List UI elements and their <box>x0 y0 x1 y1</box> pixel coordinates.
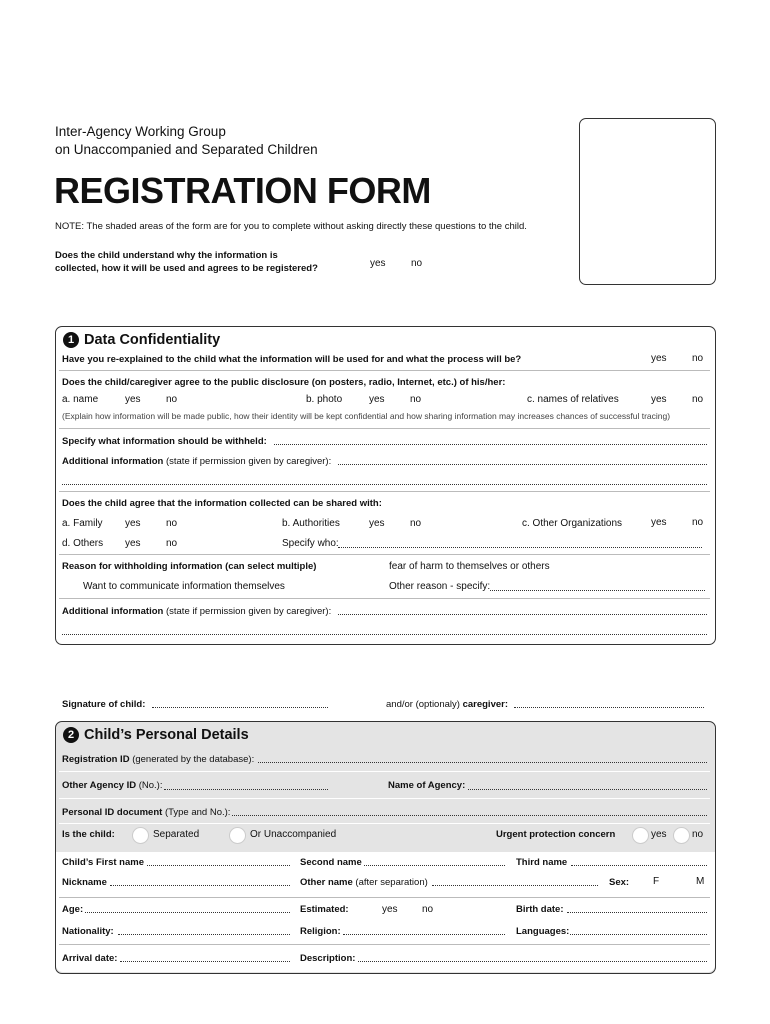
share-question: Does the child agree that the information collected can be shared with: <box>62 498 382 509</box>
urgent-yes-label: yes <box>651 829 667 840</box>
birth-date-field[interactable] <box>567 912 707 913</box>
languages-label: Languages: <box>516 926 570 937</box>
signature-child-field[interactable] <box>152 707 328 708</box>
understand-question-2: collected, how it will be used and agrees to be registered? <box>55 263 318 274</box>
second-name-label: Second name <box>300 857 362 868</box>
birth-date-label: Birth date: <box>516 904 564 915</box>
share-others-label: d. Others <box>62 538 104 549</box>
signature-caregiver-field[interactable] <box>514 707 704 708</box>
additional-info-label-2: Additional information (state if permission given by caregiver): <box>62 606 332 617</box>
urgent-yes-radio[interactable] <box>632 827 649 844</box>
arrival-date-field[interactable] <box>120 961 290 962</box>
additional-info-field-1[interactable] <box>338 464 707 465</box>
unaccompanied-label: Or Unaccompanied <box>250 829 337 840</box>
agency-name-label: Name of Agency: <box>388 780 466 791</box>
divider <box>59 491 710 492</box>
share-others-yes[interactable]: yes <box>125 538 141 549</box>
share-authorities-label: b. Authorities <box>282 518 340 529</box>
reexplain-question: Have you re-explained to the child what the information will be used for and what the process will be? <box>62 354 522 365</box>
disclosure-photo-yes[interactable]: yes <box>369 394 385 405</box>
divider <box>59 598 710 599</box>
religion-field[interactable] <box>343 934 505 935</box>
share-family-no[interactable]: no <box>166 518 178 529</box>
disclosure-relatives-label: c. names of relatives <box>527 394 619 405</box>
org-line-1: Inter-Agency Working Group <box>55 124 226 139</box>
photo-box <box>579 118 716 285</box>
note-text: NOTE: The shaded areas of the form are for you to complete without asking directly these questions to the child. <box>55 221 527 232</box>
is-child-label: Is the child: <box>62 829 115 840</box>
estimated-yes[interactable]: yes <box>382 904 398 915</box>
disclosure-explain-note: (Explain how information will be made public, how their identity will be kept confidential and how sharing information may increases chances of successful tracing) <box>62 411 671 421</box>
sex-f[interactable]: F <box>653 876 660 887</box>
section-2-header <box>63 727 249 743</box>
sex-m[interactable]: M <box>696 876 705 887</box>
reason-label: Reason for withholding information (can select multiple) <box>62 561 317 572</box>
divider <box>59 771 710 772</box>
other-agency-id-field[interactable] <box>164 789 328 790</box>
urgent-no-label: no <box>692 829 704 840</box>
specify-who-label: Specify who: <box>282 538 339 549</box>
other-agency-id-label: Other Agency ID (No.): <box>62 780 163 791</box>
divider <box>59 823 710 824</box>
additional-info-field-2b[interactable] <box>62 634 707 635</box>
nationality-field[interactable] <box>118 934 290 935</box>
other-name-label: Other name (after separation) <box>300 877 428 888</box>
sex-label: Sex: <box>609 877 630 888</box>
disclosure-name-yes[interactable]: yes <box>125 394 141 405</box>
section-1-number: 1 <box>63 332 79 348</box>
reexplain-yes[interactable]: yes <box>651 353 667 364</box>
reason-other-field[interactable] <box>490 590 705 591</box>
divider <box>59 428 710 429</box>
share-orgs-label: c. Other Organizations <box>522 518 623 529</box>
share-authorities-yes[interactable]: yes <box>369 518 385 529</box>
withheld-label: Specify what information should be withheld: <box>62 436 267 447</box>
personal-id-label: Personal ID document (Type and No.): <box>62 807 231 818</box>
divider <box>59 370 710 371</box>
other-name-field[interactable] <box>432 885 598 886</box>
share-family-label: a. Family <box>62 518 103 529</box>
disclosure-relatives-no[interactable]: no <box>692 394 704 405</box>
section-2-number: 2 <box>63 727 79 743</box>
page-title: REGISTRATION FORM <box>54 170 431 211</box>
section-2-title: Child’s Personal Details <box>84 727 249 743</box>
signature-child-label: Signature of child: <box>62 699 146 710</box>
registration-id-label: Registration ID (generated by the database): <box>62 754 255 765</box>
second-name-field[interactable] <box>364 865 505 866</box>
languages-field[interactable] <box>570 934 707 935</box>
urgent-label: Urgent protection concern <box>496 829 616 840</box>
separated-label: Separated <box>153 829 200 840</box>
share-orgs-no[interactable]: no <box>692 517 704 528</box>
share-orgs-yes[interactable]: yes <box>651 517 667 528</box>
arrival-date-label: Arrival date: <box>62 953 118 964</box>
additional-info-field-2[interactable] <box>338 614 707 615</box>
disclosure-name-label: a. name <box>62 394 99 405</box>
reason-fear-option[interactable]: fear of harm to themselves or others <box>389 561 550 572</box>
additional-info-label-1: Additional information (state if permission given by caregiver): <box>62 456 332 467</box>
disclosure-question: Does the child/caregiver agree to the public disclosure (on posters, radio, Internet, etc.) of his/her: <box>62 377 506 388</box>
share-family-yes[interactable]: yes <box>125 518 141 529</box>
disclosure-name-no[interactable]: no <box>166 394 178 405</box>
divider <box>59 798 710 799</box>
age-field[interactable] <box>85 912 290 913</box>
share-others-no[interactable]: no <box>166 538 178 549</box>
divider <box>59 897 710 898</box>
reexplain-no[interactable]: no <box>692 353 704 364</box>
third-name-field[interactable] <box>571 865 707 866</box>
signature-caregiver-label: and/or (optionaly) caregiver: <box>386 699 508 710</box>
reason-other-label: Other reason - specify: <box>389 581 491 592</box>
divider <box>59 554 710 555</box>
estimated-label: Estimated: <box>300 904 349 915</box>
share-authorities-no[interactable]: no <box>410 518 422 529</box>
understand-no[interactable]: no <box>411 258 423 269</box>
disclosure-photo-label: b. photo <box>306 394 343 405</box>
understand-yes[interactable]: yes <box>370 258 386 269</box>
disclosure-photo-no[interactable]: no <box>410 394 422 405</box>
disclosure-relatives-yes[interactable]: yes <box>651 394 667 405</box>
first-name-field[interactable] <box>147 865 290 866</box>
estimated-no[interactable]: no <box>422 904 434 915</box>
nationality-label: Nationality: <box>62 926 114 937</box>
nickname-field[interactable] <box>110 885 290 886</box>
reason-want-option[interactable]: Want to communicate information themselves <box>83 581 285 592</box>
age-label: Age: <box>62 904 84 915</box>
unaccompanied-radio[interactable] <box>229 827 246 844</box>
description-field[interactable] <box>358 961 707 962</box>
separated-radio[interactable] <box>132 827 149 844</box>
personal-id-field[interactable] <box>232 815 707 816</box>
section-1-header <box>63 332 220 348</box>
withheld-field[interactable] <box>274 444 707 445</box>
third-name-label: Third name <box>516 857 568 868</box>
first-name-label: Child’s First name <box>62 857 144 868</box>
registration-id-field[interactable] <box>258 762 707 763</box>
nickname-label: Nickname <box>62 877 107 888</box>
understand-question-1: Does the child understand why the information is <box>55 250 278 261</box>
urgent-no-radio[interactable] <box>673 827 690 844</box>
specify-who-field[interactable] <box>338 547 702 548</box>
additional-info-field-1b[interactable] <box>62 484 707 485</box>
description-label: Description: <box>300 953 356 964</box>
religion-label: Religion: <box>300 926 341 937</box>
org-line-2: on Unaccompanied and Separated Children <box>55 142 318 157</box>
section-1-title: Data Confidentiality <box>84 332 221 348</box>
divider <box>59 944 710 945</box>
agency-name-field[interactable] <box>468 789 707 790</box>
